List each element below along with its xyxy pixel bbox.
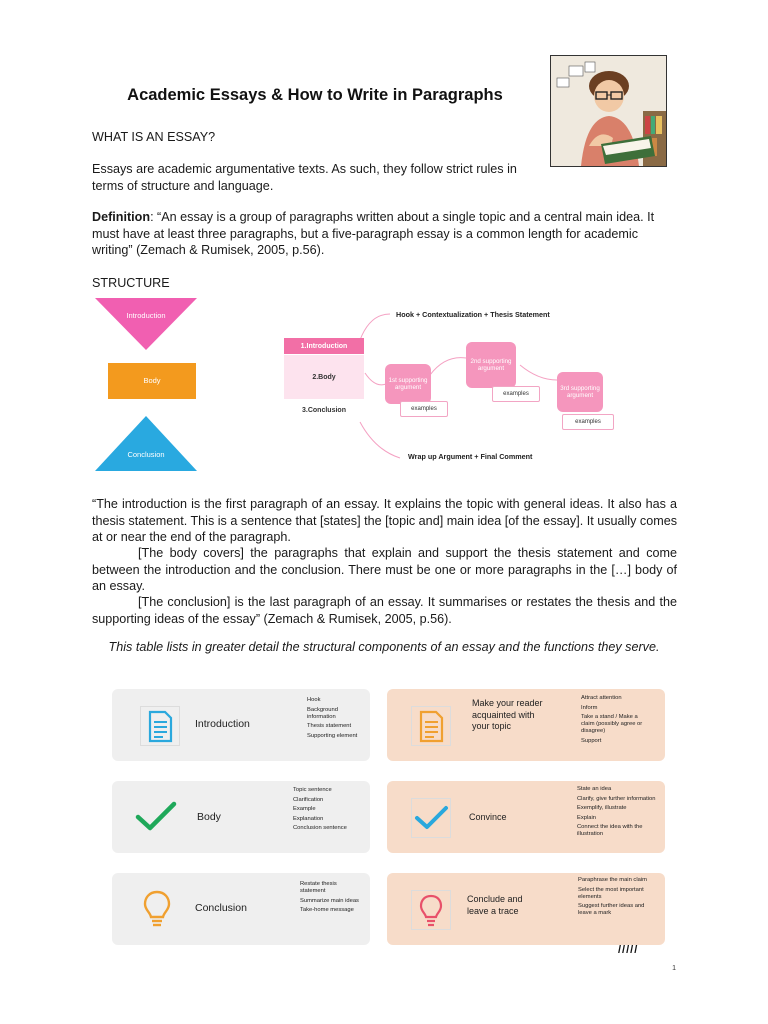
quote-paragraph-1: “The introduction is the first paragraph of an essay. It explains the topic with general ideas. It also has a thesis statement. This is a sentence that [states] the [topic and] main idea [of the essay]. It usually comes at or near the end of the paragraph.: [92, 497, 677, 544]
examples-box-3: examples: [562, 414, 614, 430]
document-icon: [140, 706, 180, 746]
shape-label-introduction: Introduction: [126, 311, 166, 320]
shape-label-body: Body: [143, 376, 161, 385]
list-item: Conclusion sentence: [293, 825, 347, 831]
card-label-conclude-trace: Conclude and leave a trace: [467, 894, 523, 916]
card-body: [112, 781, 370, 853]
list-item: Thesis statement: [307, 723, 352, 729]
list-item: Supporting element: [307, 732, 358, 739]
list-item: Explain: [577, 814, 597, 821]
checkmark-icon: [411, 798, 451, 838]
flow-caption-top: Hook + Contextualization + Thesis Statement: [396, 310, 550, 319]
list-item: Restate thesis statement: [300, 881, 337, 894]
flow-box-conclusion: 3.Conclusion: [284, 401, 364, 419]
student-illustration: [550, 55, 667, 167]
definition-label: Definition: [92, 210, 151, 224]
card-list-conclude-trace: [578, 877, 648, 920]
list-item: Support: [581, 737, 602, 744]
list-item: Hook: [307, 697, 321, 703]
list-item: Select the most important elements: [578, 886, 644, 900]
definition-text: : “An essay is a group of paragraphs written about a single topic and a central main idea. It must have at least three paragraphs, but a five-paragraph essay is a common length for academic writing” (Zemach & Rumisek, 2005, p.56).: [92, 210, 655, 257]
shape-label-conclusion: Conclusion: [127, 450, 165, 459]
flow-box-body: 2.Body: [284, 355, 364, 399]
supporting-argument-2: 2nd supporting argument: [466, 342, 516, 388]
structure-shapes: [92, 296, 202, 474]
quote-paragraph-3-text: [The conclusion] is the last paragraph of an essay. It summarises or restates the thesis and the supporting ideas of the essay” (Zemach & Rumisek, 2005, p.56).: [92, 595, 677, 626]
supporting-argument-1: 1st supporting argument: [385, 364, 431, 404]
essay-flow-diagram: [280, 300, 650, 470]
lightbulb-icon: [142, 889, 172, 934]
flow-caption-bottom: Wrap up Argument + Final Comment: [408, 452, 533, 461]
card-conclusion: [112, 873, 370, 945]
section-heading-what: WHAT IS AN ESSAY?: [92, 130, 216, 144]
list-item: Take-home message: [300, 907, 354, 913]
list-item: Paraphrase the main claim: [578, 877, 647, 883]
card-label-conclusion: Conclusion: [195, 902, 247, 914]
intro-paragraph: Essays are academic argumentative texts. As such, they follow strict rules in terms of structure and language.: [92, 162, 517, 193]
examples-box-2: examples: [492, 386, 540, 402]
lightbulb-icon: [411, 890, 451, 930]
list-item: State an idea: [577, 786, 612, 792]
list-item: Connect the idea with the illustration: [577, 824, 643, 837]
introduction-triangle: [95, 298, 197, 350]
list-item: Summarize main ideas: [300, 897, 359, 904]
card-label-body: Body: [197, 811, 221, 823]
decorative-slashes: /////: [618, 944, 639, 956]
card-list-introduction: [307, 697, 367, 742]
quote-paragraph-2-text: [The body covers] the paragraphs that explain and support the thesis statement and come between the introduction and the conclusion. There must be one or more paragraphs in the […] body of an essay.: [92, 546, 677, 593]
card-label-convince: Convince: [469, 812, 507, 822]
list-item: Explanation: [293, 815, 324, 822]
examples-box-1: examples: [400, 401, 448, 417]
document-icon: [411, 706, 451, 746]
flow-box-introduction: 1.Introduction: [284, 338, 364, 354]
card-convince: [387, 781, 665, 853]
card-list-convince: [577, 786, 657, 841]
list-item: Take a stand / Make a claim (possibly agree or disagree): [581, 714, 643, 734]
card-label-introduction: Introduction: [195, 718, 250, 730]
card-list-body: [293, 787, 363, 835]
card-conclude-trace: [387, 873, 665, 945]
list-item: Background information: [307, 706, 338, 720]
structure-shapes-svg: [92, 296, 202, 474]
page-title: Academic Essays & How to Write in Paragraphs: [127, 86, 503, 104]
list-item: Topic sentence: [293, 787, 332, 793]
table-caption: This table lists in greater detail the structural components of an essay and the functions they serve.: [108, 640, 660, 654]
card-list-make-acquainted: [581, 695, 651, 747]
list-item: Attract attention: [581, 695, 622, 701]
page-number: 1: [672, 965, 676, 972]
supporting-argument-3: 3rd supporting argument: [557, 372, 603, 412]
card-label-make-acquainted: Make your reader acquainted with your topic: [472, 698, 543, 731]
section-heading-structure: STRUCTURE: [92, 276, 170, 290]
conclusion-triangle: [95, 416, 197, 471]
quote-paragraph-3: [92, 594, 677, 627]
list-item: Clarify, give further information: [577, 795, 656, 802]
card-list-conclusion: [300, 881, 360, 917]
checkmark-icon: [134, 799, 178, 840]
list-item: Clarification: [293, 796, 324, 803]
list-item: Suggest further ideas and leave a mark: [578, 903, 645, 916]
definition-paragraph: [92, 209, 677, 259]
list-item: Inform: [581, 704, 598, 711]
list-item: Example: [293, 806, 316, 812]
quote-paragraph-2: [92, 545, 677, 595]
card-introduction: [112, 689, 370, 761]
list-item: Exemplify, illustrate: [577, 805, 627, 811]
card-make-acquainted: [387, 689, 665, 761]
